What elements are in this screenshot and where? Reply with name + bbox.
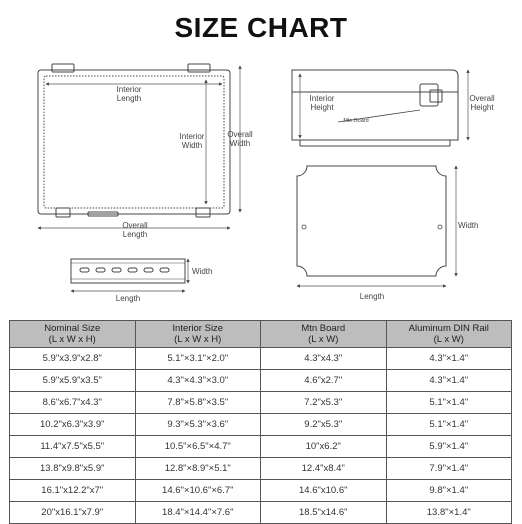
header-interior-size [135,321,261,348]
table-cell: 18.4"×14.4"×7.6" [135,502,261,524]
table-row [10,392,512,414]
table-cell: 11.4"x7.5"x5.5" [10,436,136,458]
mount-hole [302,225,306,229]
table-cell: 5.9"x5.9"x3.5" [10,370,136,392]
size-table [9,320,512,524]
table-row [10,458,512,480]
interior-length-label-2: Length [116,94,142,103]
table-cell: 13.8"×1.4" [386,502,512,524]
table-row [10,370,512,392]
table-cell: 7.9"×1.4" [386,458,512,480]
overall-length-label-2: Length [122,230,148,239]
mount-hole [438,225,442,229]
din-rail-drawing [71,259,185,283]
table-row [10,436,512,458]
plate-length-label: Length [359,292,385,301]
interior-height-label-2: Height [310,103,334,112]
header-mtn-board [261,321,387,348]
table-cell: 5.9"x3.9"x2.8" [10,348,136,370]
table-row [10,348,512,370]
table-row [10,480,512,502]
overall-width-label-2: Width [229,139,251,148]
header-text: Interior Size [172,323,224,334]
header-text: Aluminum DIN Rail [408,323,489,334]
table-cell: 5.1"×1.4" [386,392,512,414]
table-row [10,414,512,436]
table-cell: 10"x6.2" [261,436,387,458]
table-cell: 4.3"×4.3"×3.0" [135,370,261,392]
table-cell: 5.9"×1.4" [386,436,512,458]
table-cell: 9.3"×5.3"×3.6" [135,414,261,436]
interior-width-label-1: Interior [179,132,205,141]
header-subtext: (L x W) [433,334,464,345]
table-cell: 9.8"×1.4" [386,480,512,502]
header-nominal-size [10,321,136,348]
table-cell: 4.6"x2.7" [261,370,387,392]
plate-width-label: Width [458,221,479,230]
header-text: Mtn Board [301,323,346,334]
table-cell: 18.5"x14.6" [261,502,387,524]
table-cell: 4.3"×1.4" [386,348,512,370]
rail-length-label: Length [115,294,141,303]
table-cell: 7.8"×5.8"×3.5" [135,392,261,414]
table-cell: 12.4"x8.4" [261,458,387,480]
table-cell: 7.2"x5.3" [261,392,387,414]
table-cell: 9.2"x5.3" [261,414,387,436]
header-subtext: (L x W x H) [48,334,96,345]
table-cell: 4.3"×1.4" [386,370,512,392]
mtn-board-label: Mtn Board [343,118,369,124]
table-cell: 20"x16.1"x7.9" [10,502,136,524]
header-din-rail [386,321,512,348]
interior-width-label-2: Width [181,141,203,150]
table-cell: 4.3"x4.3" [261,348,387,370]
table-cell: 5.1"×3.1"×2.0" [135,348,261,370]
header-subtext: (L x W x H) [174,334,222,345]
overall-length-label-1: Overall [122,221,148,230]
mounting-plate-drawing [297,166,446,276]
table-cell: 14.6"x10.6" [261,480,387,502]
table-row [10,502,512,524]
overall-height-label-2: Height [470,103,494,112]
page-title: SIZE CHART [174,12,348,43]
header-subtext: (L x W) [308,334,339,345]
interior-height-label-1: Interior [309,94,335,103]
table-cell: 10.5"×6.5"×4.7" [135,436,261,458]
table-cell: 14.6"×10.6"×6.7" [135,480,261,502]
rail-width-label: Width [192,267,213,276]
overall-width-label-1: Overall [227,130,253,139]
interior-length-label-1: Interior [116,85,142,94]
table-cell: 5.1"×1.4" [386,414,512,436]
table-cell: 16.1"x12.2"x7" [10,480,136,502]
table-cell: 12.8"×8.9"×5.1" [135,458,261,480]
table-header-row [10,321,512,348]
overall-height-label-1: Overall [469,94,495,103]
header-text: Nominal Size [44,323,101,334]
table-cell: 10.2"x6.3"x3.9" [10,414,136,436]
table-cell: 13.8"x9.8"x5.9" [10,458,136,480]
table-cell: 8.6"x6.7"x4.3" [10,392,136,414]
